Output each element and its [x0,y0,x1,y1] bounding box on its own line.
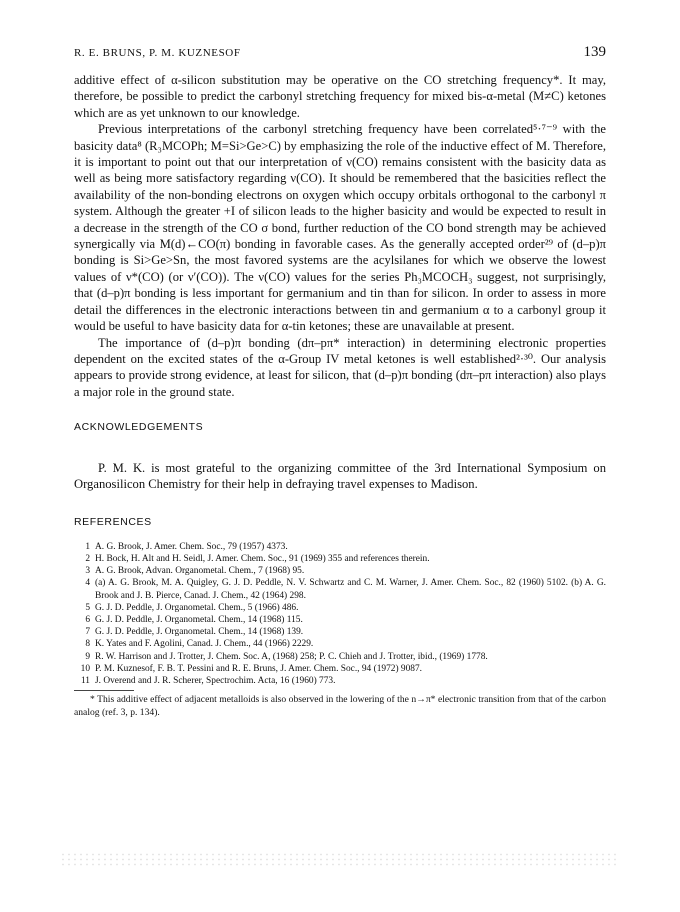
reference-item [74,651,606,663]
scan-noise [60,852,620,868]
reference-number: 11 [80,675,90,686]
acknowledgements-text: P. M. K. is most grateful to the organizing committee of the 3rd International Symposium on Organosilicon Chemistry for their help in defraying travel expenses to Madison. [74,460,606,491]
reference-text: H. Bock, H. Alt and H. Seidl, J. Amer. Chem. Soc., 91 (1969) 355 and references therein. [95,553,430,564]
reference-item [74,675,606,687]
reference-item [74,626,606,638]
reference-item [74,663,606,675]
body-paragraph: The importance of (d–p)π bonding (dπ–pπ* interaction) in determining electronic properties dependent on the excited states of the α-Group IV metal ketones is well established²·³⁰. Our analysis appears to provide strong evidence, at least for silicon, that (d–p)π bonding (dπ–pπ interaction) also plays a major role in the ground state. [74,335,606,399]
reference-item [74,541,606,553]
reference-number: 10 [80,663,90,674]
reference-number: 9 [85,651,90,662]
footnote-divider [74,690,134,691]
reference-item [74,614,606,626]
reference-number: 3 [85,566,90,577]
reference-item [74,602,606,614]
reference-text: A. G. Brook, Advan. Organometal. Chem., 7 (1968) 95. [95,566,305,577]
acknowledgements-heading: ACKNOWLEDGEMENTS [74,421,204,434]
reference-item [74,638,606,650]
reference-number: 7 [85,627,90,638]
body-paragraph: additive effect of α-silicon substitution may be operative on the CO stretching frequency*. It may, therefore, be possible to predict the carbonyl stretching frequency for mixed bis-α-metal (M≠C) ketones which are as yet unknown to our knowledge. [74,73,606,120]
references-heading: REFERENCES [74,516,152,529]
reference-text: J. Overend and J. R. Scherer, Spectrochim. Acta, 16 (1960) 773. [95,675,336,686]
reference-number: 5 [85,602,90,613]
reference-text: A. G. Brook, J. Amer. Chem. Soc., 79 (1957) 4373. [95,541,288,552]
reference-number: 2 [85,553,90,564]
reference-number: 8 [85,639,90,650]
reference-text: R. W. Harrison and J. Trotter, J. Chem. Soc. A, (1968) 258; P. C. Chieh and J. Trotter, ibid., (1969) 1778. [95,651,488,662]
page-number: 139 [583,44,606,60]
reference-item [74,577,606,601]
body-paragraph: Previous interpretations of the carbonyl stretching frequency have been correlated⁵·⁷⁻⁹ with the basicity data⁸ (R₃MCOPh; M=Si>Ge>C) by emphasizing the role of the inductive effect of M. Therefore, it is important to point out that our interpretation of ν(CO) remains consistent with the basicity data as well as being more satisfactory regarding ν(CO). It should be remembered that the basicities reflect the availability of the non-bonding electrons on oxygen which occupy orbitals orthogonal to the carbonyl π system. Although the greater +I of silicon leads to the higher basicity and would be expected to result in a decrease in the strength of the CO σ bond, further reduction of the CO bond strength may be achieved synergically via M(d)←CO(π) bonding in favorable cases. As the generally accepted order²⁹ of (d–p)π bonding is Si>Ge>Sn, the most favored systems are the acylsilanes for which we observe the lowest values of ν*(CO) (or ν′(CO)). The ν(CO) values for the series Ph₃MCOCH₃ suggest, not surprisingly, that (d–p)π bonding is less important for germanium and tin than for silicon. In order to assess in more detail the differences in the electronic interactions between tin and germanium α to a carbonyl group it would be useful to have basicity data for α-tin ketones; these are unavailable at present. [74,122,606,334]
article-body [74,72,606,719]
footnote: * This additive effect of adjacent metalloids is also observed in the lowering of the n→π* electronic transition from that of the carbon analog (ref. 3, p. 134). [74,694,606,718]
reference-number: 1 [85,541,90,552]
reference-text: P. M. Kuznesof, F. B. T. Pessini and R. E. Bruns, J. Amer. Chem. Soc., 94 (1972) 9087. [95,663,423,674]
reference-text: G. J. D. Peddle, J. Organometal. Chem., 5 (1966) 486. [95,602,299,613]
reference-text: G. J. D. Peddle, J. Organometal. Chem., 14 (1968) 139. [95,627,304,638]
page-header [74,44,606,61]
reference-number: 4 [85,578,90,589]
reference-item [74,553,606,565]
reference-text: (a) A. G. Brook, M. A. Quigley, G. J. D. Peddle, N. V. Schwartz and C. M. Warner, J. Amer. Chem. Soc., 82 (1960) 5102. (b) A. G. Brook and J. B. Pierce, Canad. J. Chem., 42 (1964) 298. [95,578,606,601]
running-head: R. E. BRUNS, P. M. KUZNESOF [74,47,241,59]
reference-number: 6 [85,614,90,625]
reference-item [74,565,606,577]
reference-text: K. Yates and F. Agolini, Canad. J. Chem., 44 (1966) 2229. [95,639,314,650]
reference-list [74,541,606,687]
reference-text: G. J. D. Peddle, J. Organometal. Chem., 14 (1968) 115. [95,614,303,625]
